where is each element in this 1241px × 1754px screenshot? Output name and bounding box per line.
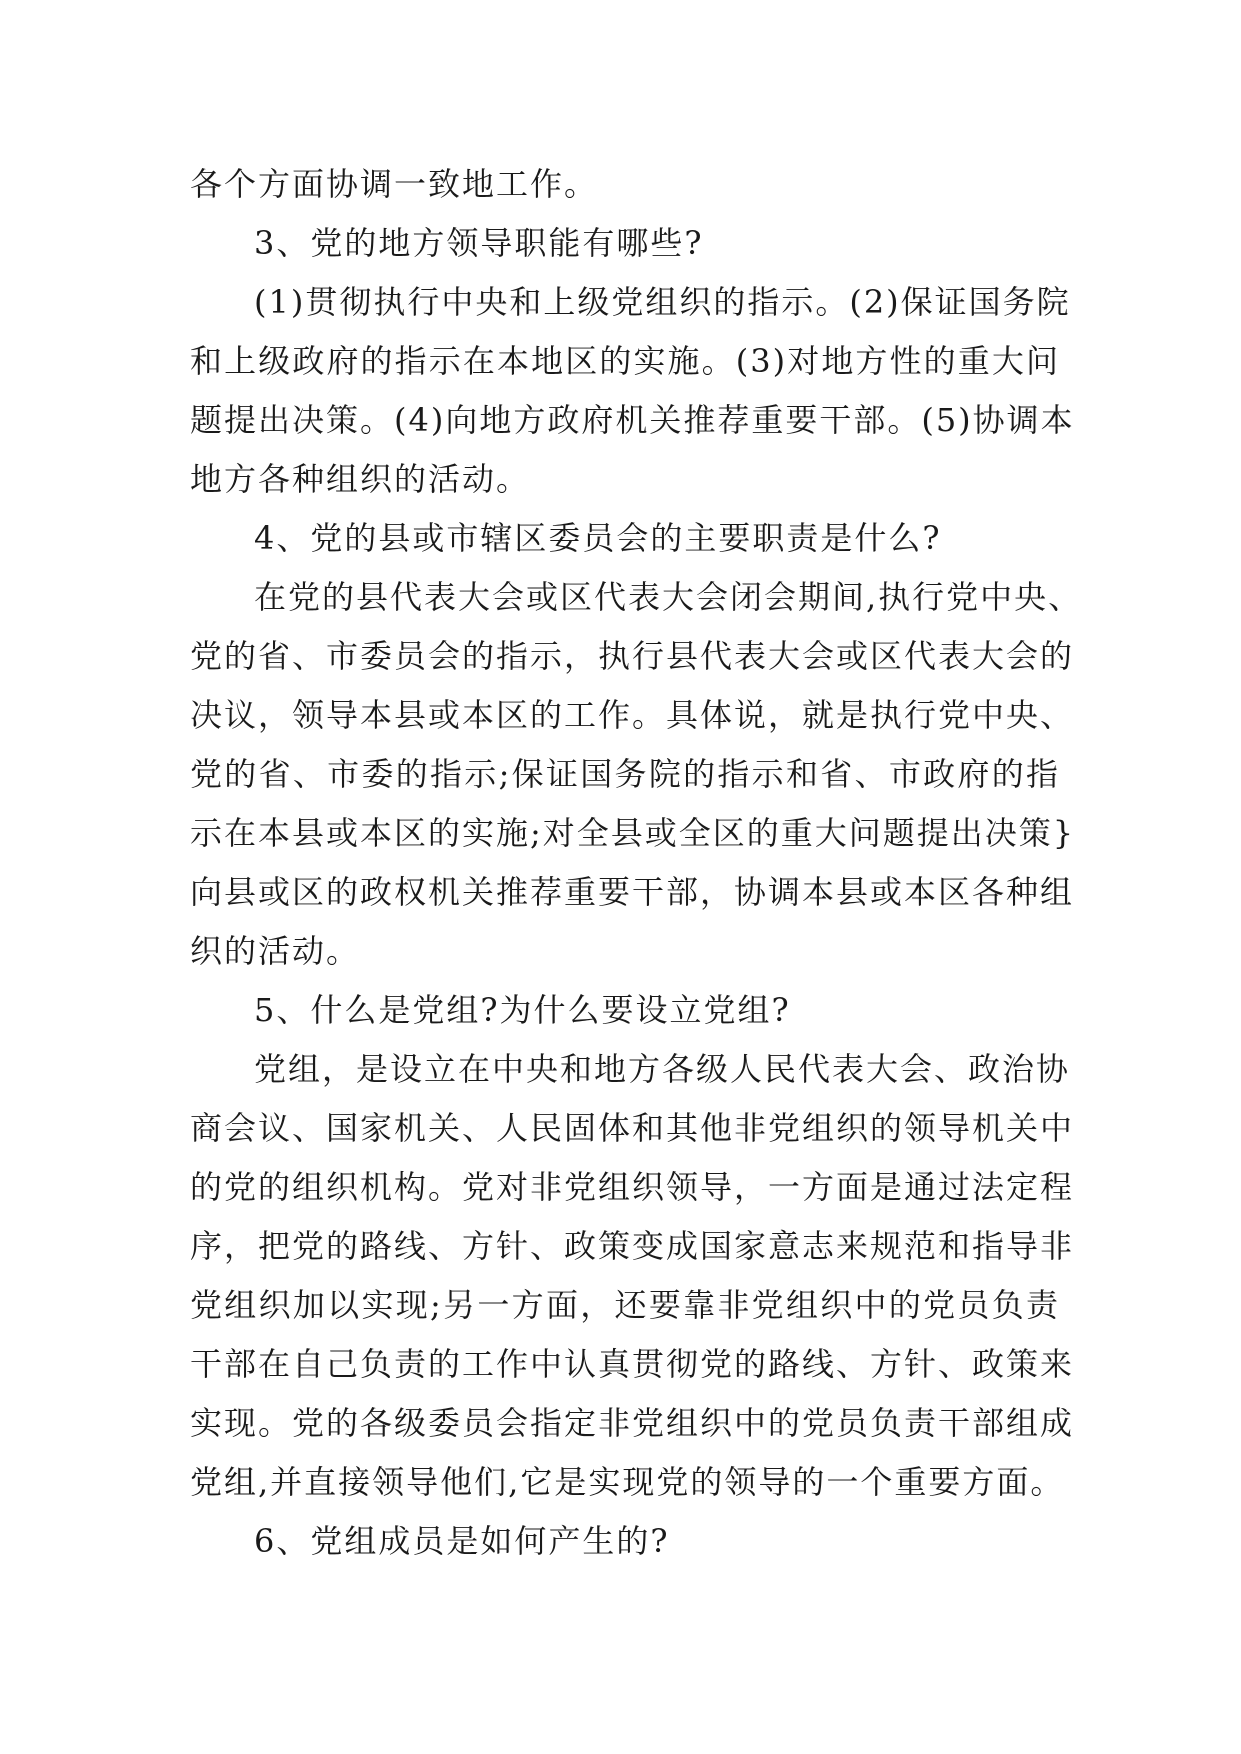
body-line: 和上级政府的指示在本地区的实施。(3)对地方性的重大问 (190, 342, 1060, 380)
body-line: 织的活动。 (190, 932, 361, 970)
section-heading: 4、党的县或市辖区委员会的主要职责是什么? (254, 519, 942, 557)
body-line: 干部在自己负责的工作中认真贯彻党的路线、方针、政策来 (190, 1345, 1075, 1383)
section-heading: 6、党组成员是如何产生的? (254, 1522, 670, 1560)
body-line: 的党的组织机构。党对非党组织领导，一方面是通过法定程 (190, 1168, 1075, 1206)
body-line: 党的省、市委的指示;保证国务院的指示和省、市政府的指 (190, 755, 1060, 793)
body-line: 序，把党的路线、方针、政策变成国家意志来规范和指导非 (190, 1227, 1075, 1265)
body-line: 决议，领导本县或本区的工作。具体说，就是执行党中央、 (190, 696, 1075, 734)
body-line: 党组织加以实现;另一方面，还要靠非党组织中的党员负责 (190, 1286, 1060, 1324)
body-line: 各个方面协调一致地工作。 (190, 165, 599, 203)
paragraph-first-line: (1)贯彻执行中央和上级党组织的指示。(2)保证国务院 (254, 283, 1071, 321)
body-line: 实现。党的各级委员会指定非党组织中的党员负责干部组成 (190, 1404, 1075, 1442)
paragraph-first-line: 党组，是设立在中央和地方各级人民代表大会、政治协 (254, 1050, 1071, 1088)
document-page (190, 155, 1083, 1571)
body-line: 示在本县或本区的实施;对全县或全区的重大问题提出决策} (190, 814, 1076, 852)
body-line: 商会议、国家机关、人民固体和其他非党组织的领导机关中 (190, 1109, 1075, 1147)
body-line: 党组,并直接领导他们,它是实现党的领导的一个重要方面。 (190, 1463, 1065, 1501)
section-heading: 5、什么是党组?为什么要设立党组? (254, 991, 791, 1029)
body-line: 党的省、市委员会的指示，执行县代表大会或区代表大会的 (190, 637, 1075, 675)
paragraph-first-line: 在党的县代表大会或区代表大会闭会期间,执行党中央、 (254, 578, 1083, 616)
section-heading: 3、党的地方领导职能有哪些? (254, 224, 704, 262)
body-line: 向县或区的政权机关推荐重要干部，协调本县或本区各种组 (190, 873, 1075, 911)
body-line: 地方各种组织的活动。 (190, 460, 531, 498)
body-line: 题提出决策。(4)向地方政府机关推荐重要干部。(5)协调本 (190, 401, 1075, 439)
